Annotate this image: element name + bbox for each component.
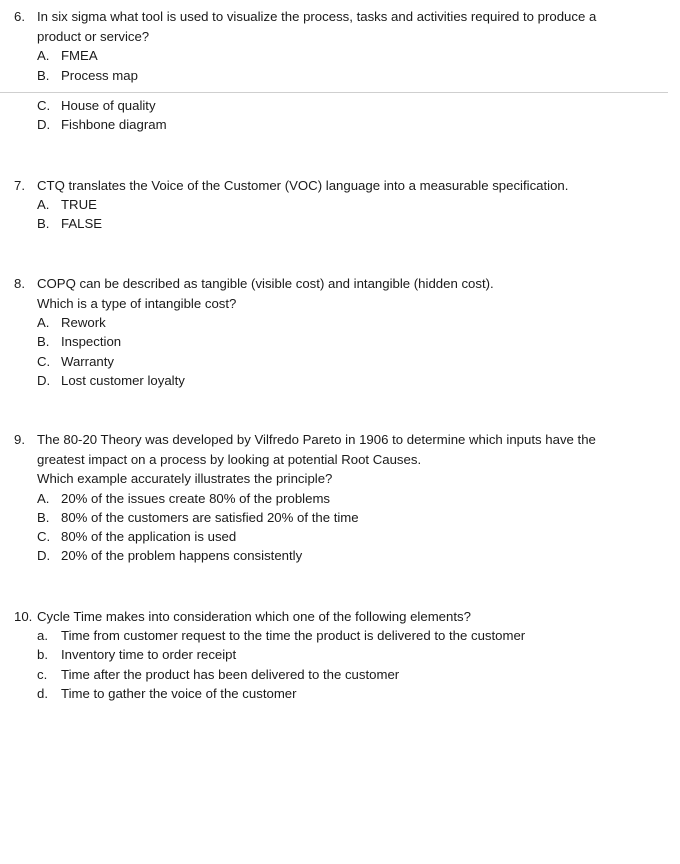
option-text: FMEA xyxy=(61,48,98,63)
option-letter: B. xyxy=(37,334,50,349)
option-letter: C. xyxy=(37,98,51,113)
question-text: In six sigma what tool is used to visualize the process, tasks and activities required to produce a xyxy=(37,9,597,24)
page-divider xyxy=(0,92,668,93)
question-text: COPQ can be described as tangible (visible cost) and intangible (hidden cost). xyxy=(37,276,494,291)
question-text: Cycle Time makes into consideration which one of the following elements? xyxy=(37,609,471,624)
option-letter: C. xyxy=(37,529,51,544)
question-text: The 80-20 Theory was developed by Vilfredo Pareto in 1906 to determine which inputs have the xyxy=(37,432,596,447)
question-text: Which example accurately illustrates the principle? xyxy=(37,471,333,486)
option-text: Warranty xyxy=(61,354,115,369)
option-text: Lost customer loyalty xyxy=(61,373,185,388)
option-letter: c. xyxy=(37,667,48,682)
option-text: 20% of the issues create 80% of the problems xyxy=(61,491,331,506)
option-text: House of quality xyxy=(61,98,156,113)
option-text: Fishbone diagram xyxy=(61,117,167,132)
option-letter: D. xyxy=(37,117,51,132)
option-text: Time after the product has been delivered to the customer xyxy=(61,667,400,682)
option-letter: B. xyxy=(37,68,50,83)
option-letter: B. xyxy=(37,216,50,231)
option-text: Inventory time to order receipt xyxy=(61,647,237,662)
option-text: 80% of the customers are satisfied 20% of the time xyxy=(61,510,359,525)
option-text: Time to gather the voice of the customer xyxy=(61,686,297,701)
option-letter: b. xyxy=(37,647,48,662)
question-text: product or service? xyxy=(37,29,150,44)
question-number: 7. xyxy=(14,178,25,193)
option-text: Rework xyxy=(61,315,106,330)
option-letter: D. xyxy=(37,548,51,563)
option-text: Process map xyxy=(61,68,138,83)
option-letter: A. xyxy=(37,315,50,330)
option-text: Inspection xyxy=(61,334,122,349)
option-letter: A. xyxy=(37,491,50,506)
question-text: greatest impact on a process by looking at potential Root Causes. xyxy=(37,452,422,467)
option-text: FALSE xyxy=(61,216,103,231)
question-number: 8. xyxy=(14,276,25,291)
question-number: 9. xyxy=(14,432,25,447)
option-letter: C. xyxy=(37,354,51,369)
question-text: CTQ translates the Voice of the Customer (VOC) language into a measurable specification. xyxy=(37,178,569,193)
option-letter: B. xyxy=(37,510,50,525)
question-number: 6. xyxy=(14,9,25,24)
option-text: TRUE xyxy=(61,197,97,212)
option-letter: A. xyxy=(37,48,50,63)
question-text: Which is a type of intangible cost? xyxy=(37,296,237,311)
option-letter: a. xyxy=(37,628,48,643)
question-number: 10. xyxy=(14,609,33,624)
option-letter: D. xyxy=(37,373,51,388)
option-text: 20% of the problem happens consistently xyxy=(61,548,303,563)
option-text: Time from customer request to the time the product is delivered to the customer xyxy=(61,628,526,643)
option-letter: d. xyxy=(37,686,48,701)
option-letter: A. xyxy=(37,197,50,212)
option-text: 80% of the application is used xyxy=(61,529,237,544)
